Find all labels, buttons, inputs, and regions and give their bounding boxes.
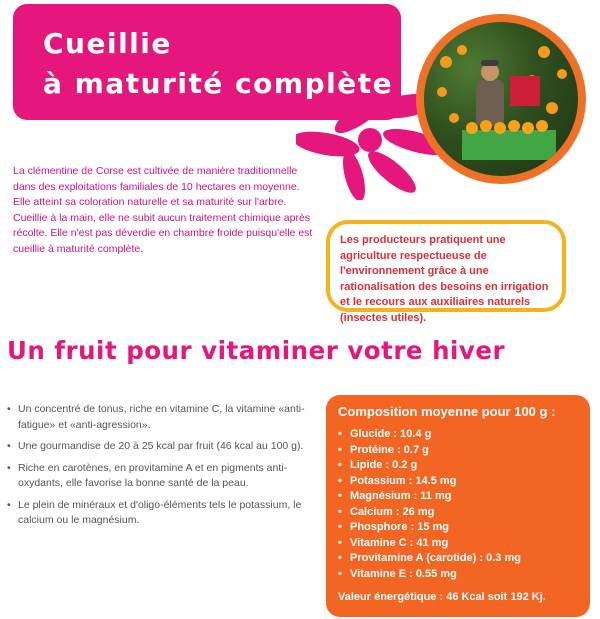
- benefit-item: • Le plein de minéraux et d'oligo-éléments tels le potassium, le calcium ou le magnésium.: [7, 498, 307, 529]
- composition-item: • Vitamine E : 0.55 mg: [338, 567, 578, 583]
- title-line-2: à maturité complète: [43, 67, 394, 100]
- composition-box: [326, 395, 590, 617]
- benefit-item: • Un concentré de tonus, riche en vitamine C, la vitamine «anti-fatigue» et «anti-agression».: [7, 402, 307, 433]
- composition-item: • Phosphore : 15 mg: [338, 520, 578, 536]
- composition-item: • Calcium : 26 mg: [338, 505, 578, 521]
- eco-callout-text: Les producteurs pratiquent une agriculture respectueuse de l'environnement grâce à une rationalisation des besoins en irrigation et le recours aux auxiliaires naturels (insectes utiles).: [340, 234, 549, 324]
- composition-list: [338, 427, 578, 582]
- composition-item: • Potassium : 14.5 mg: [338, 474, 578, 490]
- intro-paragraph: La clémentine de Corse est cultivée de manière traditionnelle dans des exploitations familiales de 10 hectares en moyenne. Elle atteint sa coloration naturelle et sa maturité sur l'arbre. Cueillie à la main, elle ne subit aucun traitement chimique après récolte. Elle n'est pas déverdie en chambre froide puisqu'elle est cueillie à maturité complète.: [13, 165, 313, 255]
- composition-item: • Provitamine A (carotide) : 0.3 mg: [338, 551, 578, 567]
- composition-title: Composition moyenne pour 100 g :: [338, 404, 556, 419]
- photo-frame: [416, 14, 586, 184]
- title-line-1: Cueillie: [43, 27, 172, 60]
- orange-picker-illustration: [424, 22, 578, 176]
- composition-item: • Glucide : 10.4 g: [338, 427, 578, 443]
- benefits-list: [7, 402, 307, 535]
- composition-item: • Vitamine C : 41 mg: [338, 536, 578, 552]
- composition-item: • Protéine : 0.7 g: [338, 443, 578, 459]
- composition-item: • Magnésium : 11 mg: [338, 489, 578, 505]
- harvest-photo: [424, 22, 578, 176]
- composition-item: • Lipide : 0.2 g: [338, 458, 578, 474]
- energy-value: Valeur énergétique : 46 Kcal soit 192 Kj.: [338, 591, 546, 603]
- section-title: Un fruit pour vitaminer votre hiver: [7, 336, 506, 365]
- eco-callout-box: [326, 220, 566, 324]
- benefit-item: • Riche en carotènes, en provitamine A et en pigments anti-oxydants, elle favorise la bonne santé de la peau.: [7, 461, 307, 492]
- benefit-item: • Une gourmandise de 20 à 25 kcal par fruit (46 kcal au 100 g).: [7, 439, 307, 455]
